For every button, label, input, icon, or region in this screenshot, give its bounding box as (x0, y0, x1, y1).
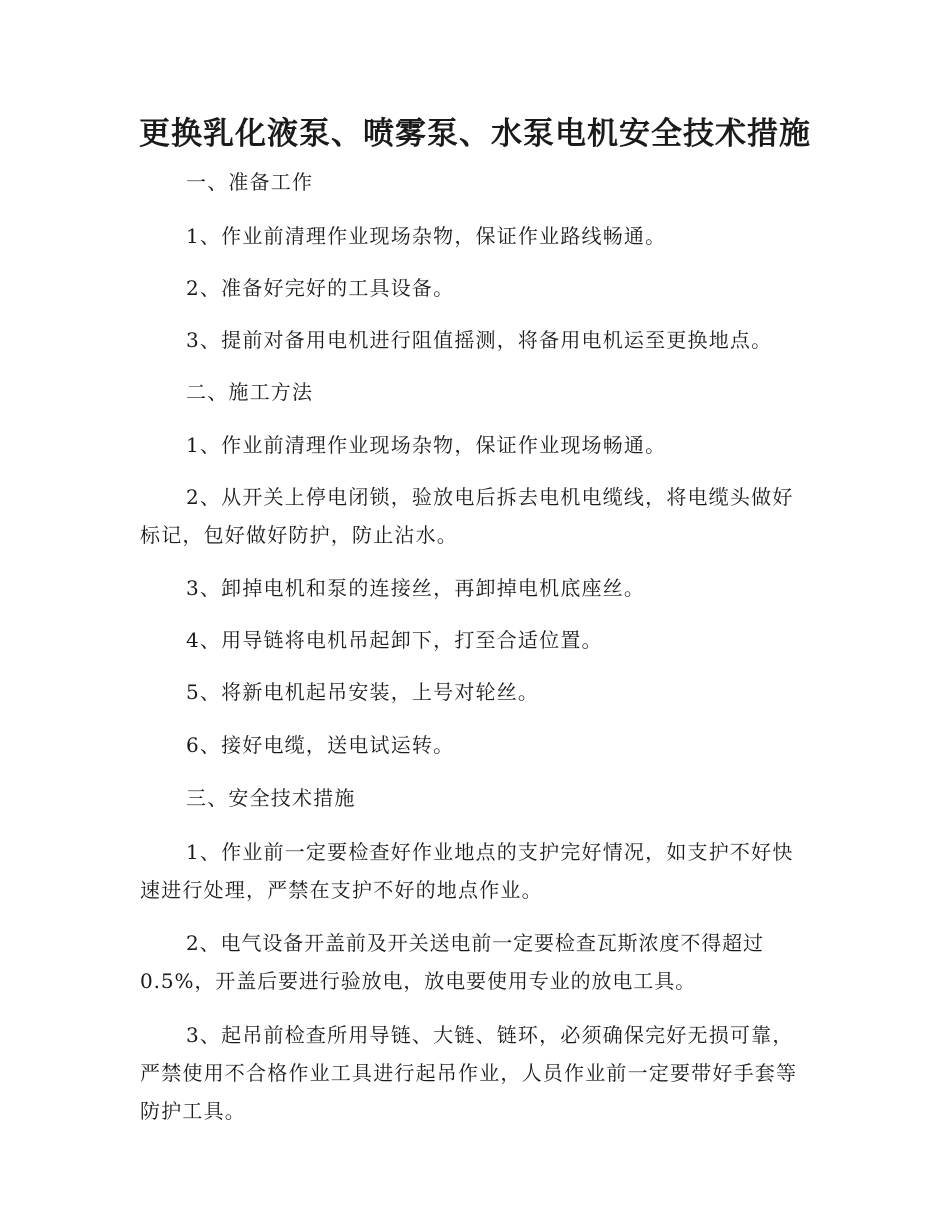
section-heading-safety-measures: 三、安全技术措施 (186, 786, 356, 810)
section-heading-construction-method: 二、施工方法 (186, 380, 314, 404)
paragraph: 5、将新电机起吊安装，上号对轮丝。 (186, 680, 540, 704)
paragraph: 1、作业前一定要检查好作业地点的支护完好情况，如支护不好快速进行处理，严禁在支护不好的地点作业。 (140, 840, 794, 902)
paragraph: 1、作业前清理作业现场杂物，保证作业现场畅通。 (186, 433, 667, 457)
paragraph: 3、卸掉电机和泵的连接丝，再卸掉电机底座丝。 (186, 576, 646, 600)
paragraph: 2、电气设备开盖前及开关送电前一定要检查瓦斯浓度不得超过0.5%，开盖后要进行验放电，放电要使用专业的放电工具。 (140, 931, 764, 993)
paragraph: 3、提前对备用电机进行阻值摇测，将备用电机运至更换地点。 (186, 328, 773, 352)
document-title: 更换乳化液泵、喷雾泵、水泵电机安全技术措施 (139, 116, 811, 152)
paragraph: 1、作业前清理作业现场杂物，保证作业路线畅通。 (186, 224, 667, 248)
paragraph: 2、准备好完好的工具设备。 (186, 276, 455, 300)
paragraph: 2、从开关上停电闭锁，验放电后拆去电机电缆线，将电缆头做好标记，包好做好防护，防止沾水。 (140, 485, 794, 547)
paragraph: 4、用导链将电机吊起卸下，打至合适位置。 (186, 628, 603, 652)
paragraph: 6、接好电缆，送电试运转。 (186, 733, 455, 757)
paragraph: 3、起吊前检查所用导链、大链、链环，必须确保完好无损可靠，严禁使用不合格作业工具进行起吊作业，人员作业前一定要带好手套等防护工具。 (140, 1023, 798, 1123)
section-heading-preparation: 一、准备工作 (186, 170, 314, 194)
